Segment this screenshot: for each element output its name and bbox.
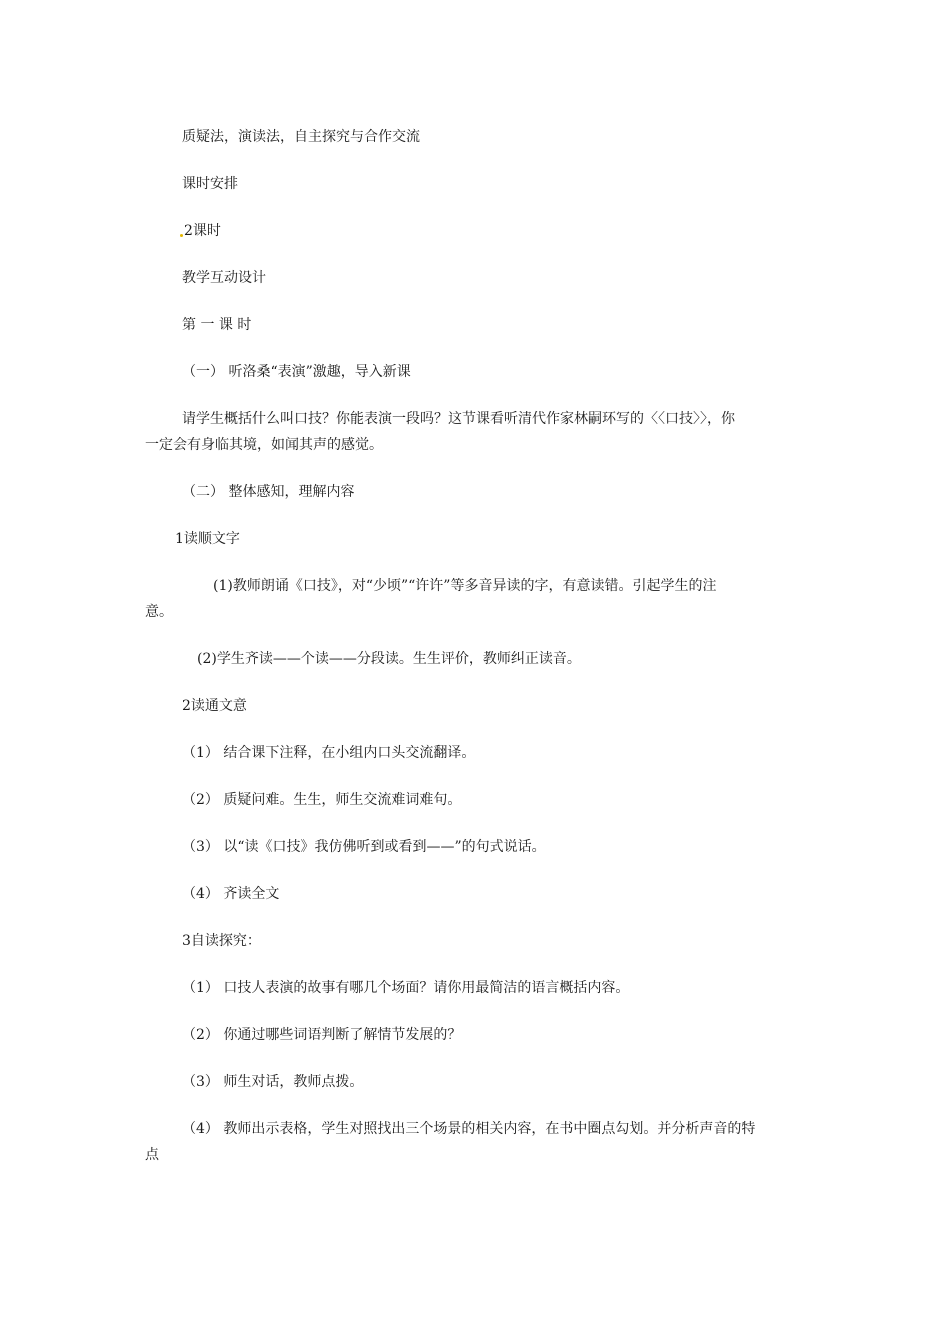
step2-item4: （4） 齐读全文 — [182, 886, 280, 902]
part1-heading: （一） 听洛桑“表演”激趣，导入新课 — [182, 364, 411, 380]
step3-item4-line1: （4） 教师出示表格，学生对照找出三个场景的相关内容，在书中圈点勾划。并分析声音的特 — [182, 1121, 756, 1137]
lesson-one-heading: 第 一 课 时 — [182, 317, 252, 333]
teaching-methods: 质疑法，演读法，自主探究与合作交流 — [182, 129, 420, 145]
step2-item3: （3） 以“读《口技》我仿佛听到或看到——”的句式说话。 — [182, 839, 546, 855]
step1-heading: 1读顺文字 — [175, 531, 240, 547]
step2-item2: （2） 质疑问难。生生，师生交流难词难句。 — [182, 792, 462, 808]
step3-heading: 3自读探究： — [182, 933, 261, 949]
step3-item4-line2: 点 — [145, 1147, 159, 1163]
step1-item1-line1: (1)教师朗诵《口技》，对“少顷”“许许”等多音异读的字，有意读错。引起学生的注 — [213, 578, 717, 594]
step3-item3: （3） 师生对话，教师点拨。 — [182, 1074, 364, 1090]
step3-item2: （2） 你通过哪些词语判断了解情节发展的？ — [182, 1027, 462, 1043]
step1-item2: (2)学生齐读——个读——分段读。生生评价，教师纠正读音。 — [197, 651, 581, 667]
step1-item1-line2: 意。 — [145, 604, 173, 620]
step2-heading: 2读通文意 — [182, 698, 247, 714]
highlight-mark — [180, 234, 183, 237]
schedule-value: 2课时 — [180, 219, 221, 243]
part1-text-line2: 一定会有身临其境，如闻其声的感觉。 — [145, 437, 383, 453]
step3-item1: （1） 口技人表演的故事有哪几个场面？请你用最简洁的语言概括内容。 — [182, 980, 630, 996]
part2-heading: （二） 整体感知，理解内容 — [182, 484, 355, 500]
design-heading: 教学互动设计 — [182, 270, 266, 286]
step2-item1: （1） 结合课下注释，在小组内口头交流翻译。 — [182, 745, 476, 761]
schedule-heading: 课时安排 — [182, 176, 238, 192]
part1-text-line1: 请学生概括什么叫口技？你能表演一段吗？这节课看听清代作家林嗣环写的〈〈口技〉〉，你 — [182, 411, 735, 427]
